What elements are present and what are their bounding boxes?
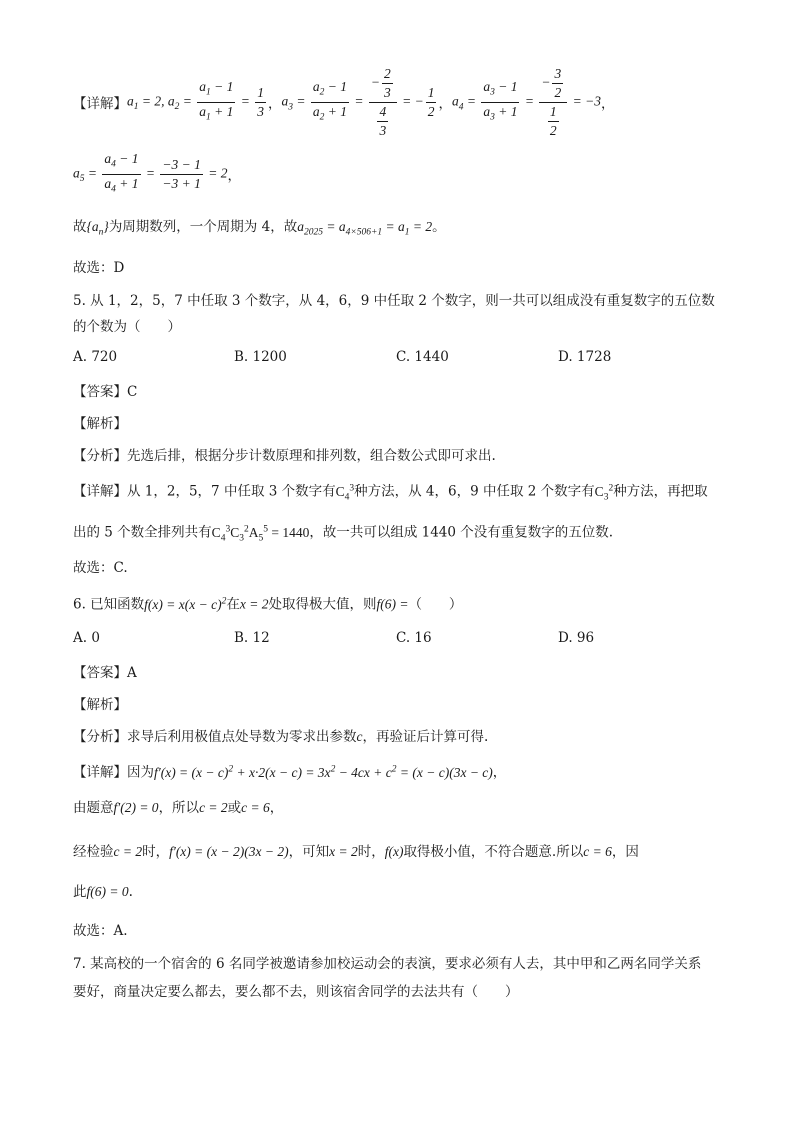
x-eq-2: x = 2	[239, 596, 269, 612]
recurrence-line-1	[73, 62, 614, 142]
q5-answer: 【答案】C	[73, 384, 138, 400]
sequence-symbol: $\{a_n\}$	[86, 219, 109, 238]
q5-option-c: C. 1440	[396, 349, 449, 365]
q5-detail-line-2: 出的 5 个数全排列共有$C_4^3C_3^2A_5^5 = 1440$，故一共可以组成 1440 个没有重复数字的五位数.	[73, 524, 614, 544]
separator: ，	[268, 96, 282, 112]
q6-analysis: 【分析】求导后利用极值点处导数为零求出参数c，再验证后计算可得.	[73, 729, 489, 745]
f6-symbol: f(6) =	[376, 596, 409, 612]
separator: ，	[227, 168, 241, 184]
q6-option-c: C. 16	[396, 630, 432, 646]
q5-analysis: 【分析】先选后排，根据分步计数原理和排列数，组合数公式即可求出.	[73, 448, 496, 464]
derivative-formula: $f'(x) = (x - c)^2 + x\cdot 2(x - c) = 3x^2 - 4cx + c^2 = (x - c)(3x - c)$	[154, 764, 493, 780]
q6-stem: 6. 已知函数$f(x) = x(x - c)^2$在x = 2处取得极大值，则f(6) =（ ）	[73, 596, 463, 613]
q6-detail-line-2: 由题意f′(2) = 0，所以c = 2或c = 6，	[73, 800, 284, 816]
formula-total: $C_4^3C_3^2A_5^5 = 1440$	[211, 524, 310, 544]
q6-option-b: B. 12	[234, 630, 270, 646]
formula-a4: $a_4$ = $\frac{a_3 - 1}{a_3 + 1}$ = − $\frac{3}{2}$ $\frac{1}{2}$ = −3	[451, 65, 601, 138]
formula-a3: $a_3$ = $\frac{a_2 - 1}{a_2 + 1}$ = − $\frac{2}{3}$ $\frac{4}{3}$ = − $\frac{1}{2}$	[281, 65, 435, 138]
q7-stem: 7. 某高校的一个宿舍的 6 名同学被邀请参加校运动会的表演，要求必须有人去，其中甲和乙两名同学关系 要好，商量决定要么都去，要么都不去，则该宿舍同学的去法共有（ ）	[73, 956, 702, 1000]
function-def: $f(x) = x(x - c)^2$	[144, 596, 227, 612]
formula-a2025: $a_{2025} = a_{4\times 506+1} = a_1 = 2$	[297, 219, 433, 238]
recurrence-line-2	[73, 152, 241, 196]
separator: ，	[600, 96, 615, 112]
q6-detail-line-3: 经检验c = 2时，f′(x) = (x − 2)(3x − 2)，可知x = 2时，f(x)取得极小值，不符合题意.所以c = 6，因	[73, 844, 639, 860]
combination-c43: $C_4^3$	[335, 483, 355, 503]
q6-detail-line-1: 【详解】因为$f'(x) = (x - c)^2 + x\cdot 2(x - c) = 3x^2 - 4cx + c^2 = (x - c)(3x - c)$，	[73, 764, 507, 781]
q5-jiexi: 【解析】	[73, 416, 127, 432]
choose-c: 故选：C.	[73, 560, 128, 576]
formula-a2: $a_1 = 2$, $a_2$ = $\frac{a_1 - 1}{a_1 + 1}$ = $\frac{1}{3}$	[127, 78, 264, 123]
formula-a5: $a_5$ = $\frac{a_4 - 1}{a_4 + 1}$ = $\frac{-3 - 1}{-3 + 1}$ = 2	[73, 150, 228, 195]
combination-c32: $C_3^2$	[594, 483, 614, 503]
choose-d: 故选：D	[73, 260, 125, 276]
q5-option-d: D. 1728	[558, 349, 612, 365]
q6-detail-line-4: 此f(6) = 0.	[73, 884, 133, 900]
period-conclusion: 故$\{a_n\}$为周期数列，一个周期为 4，故$a_{2025} = a_{4\times 506+1} = a_1 = 2$。	[73, 219, 446, 238]
q6-answer: 【答案】A	[73, 665, 137, 681]
q6-option-d: D. 96	[558, 630, 595, 646]
choose-a: 故选：A.	[73, 923, 128, 939]
detail-label: 【详解】	[73, 96, 127, 112]
q5-option-b: B. 1200	[234, 349, 287, 365]
q5-detail-line-1: 【详解】从 1，2，5，7 中任取 3 个数字有$C_4^3$种方法，从 4，6，9 中任取 2 个数字有$C_3^2$种方法，再把取	[73, 483, 708, 503]
q6-option-a: A. 0	[73, 630, 100, 646]
q6-jiexi: 【解析】	[73, 697, 127, 713]
param-c: c	[356, 729, 363, 744]
q5-stem: 5. 从 1，2，5，7 中任取 3 个数字，从 4，6，9 中任取 2 个数字，则一共可以组成没有重复数字的五位数 的个数为（ ）	[73, 293, 715, 335]
separator: ，	[438, 96, 452, 112]
q5-option-a: A. 720	[73, 349, 118, 365]
